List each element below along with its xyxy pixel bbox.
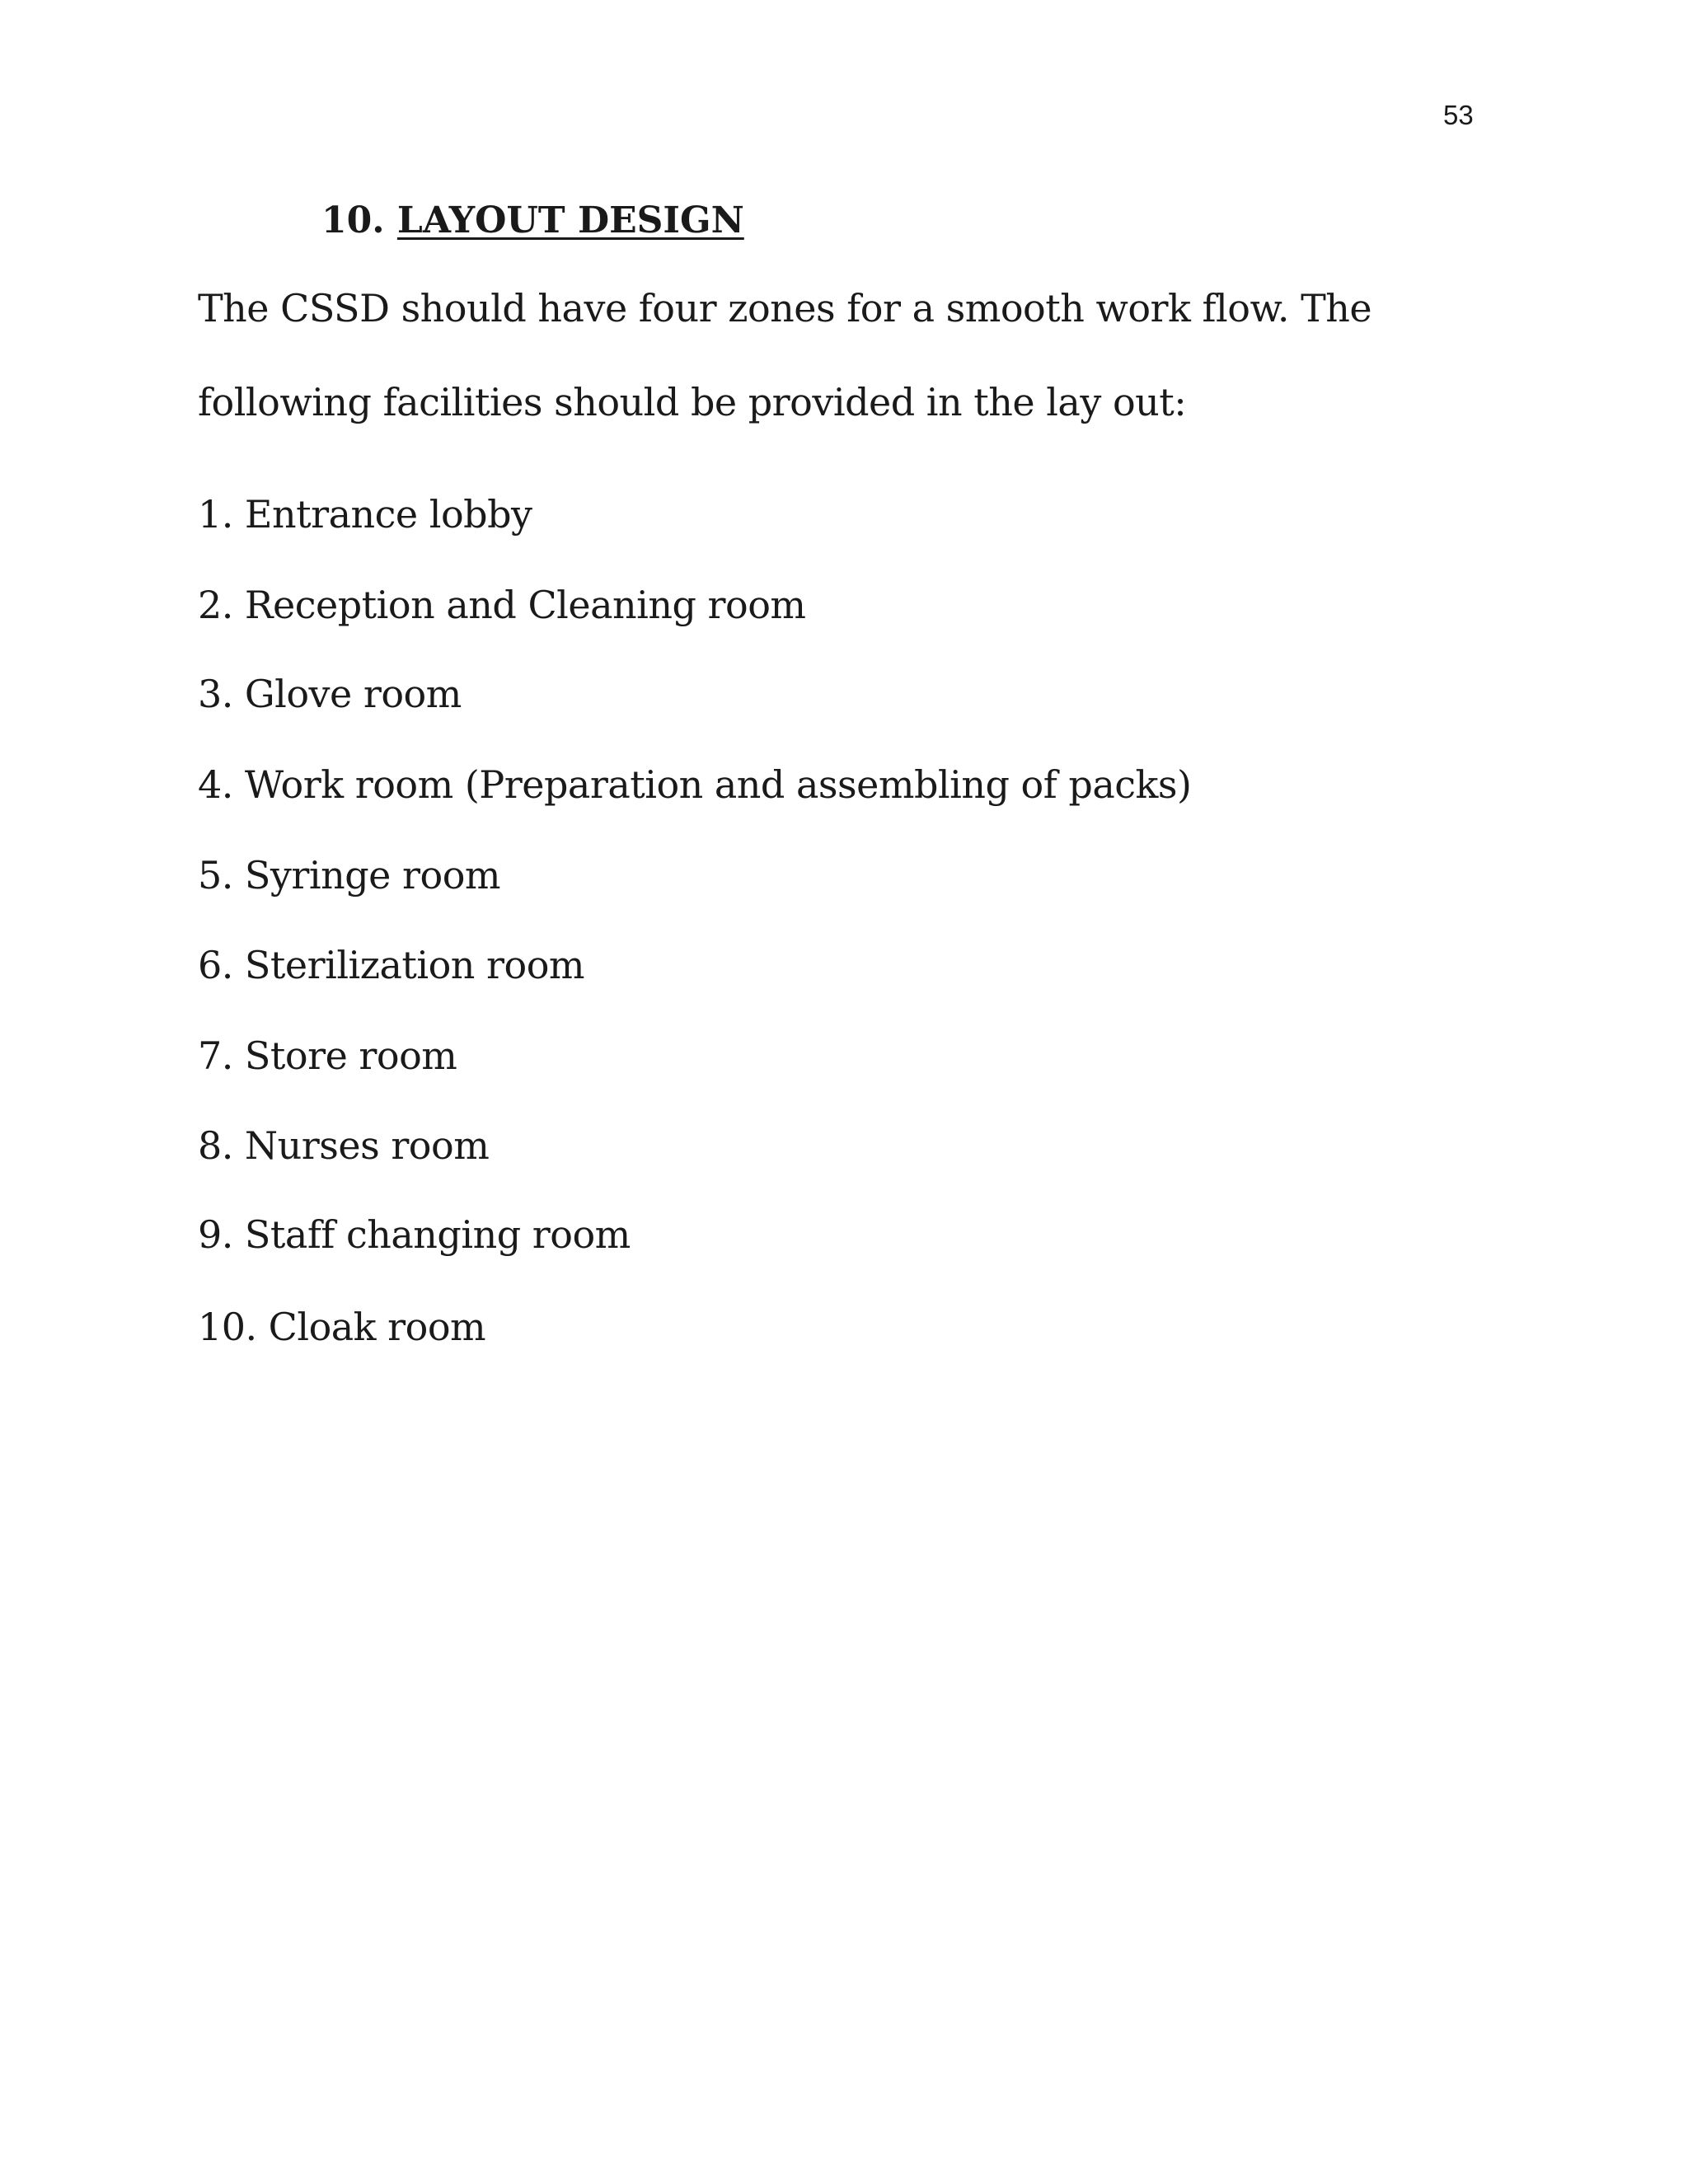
list-item xyxy=(198,1304,485,1350)
list-item xyxy=(198,582,806,628)
list-item xyxy=(198,671,462,717)
list-item xyxy=(198,1122,489,1169)
list-item-number: 7. xyxy=(198,1033,233,1078)
list-item-label: Work room (Preparation and assembling of packs) xyxy=(244,762,1192,807)
list-item-label: Nurses room xyxy=(244,1123,490,1168)
list-item xyxy=(198,762,1191,808)
section-title: LAYOUT DESIGN xyxy=(396,199,744,241)
list-item-number: 3. xyxy=(198,672,233,716)
list-item-label: Reception and Cleaning room xyxy=(244,583,806,627)
list-item-label: Sterilization room xyxy=(244,943,585,987)
list-item xyxy=(198,942,584,988)
list-item-label: Cloak room xyxy=(268,1305,486,1349)
list-item-number: 10. xyxy=(198,1305,257,1349)
section-number: 10. xyxy=(321,199,385,241)
list-item-label: Store room xyxy=(244,1033,457,1078)
list-item-number: 1. xyxy=(198,492,233,537)
list-item-label: Entrance lobby xyxy=(244,492,532,537)
list-item-number: 4. xyxy=(198,762,233,807)
list-item-number: 9. xyxy=(198,1212,233,1257)
intro-line-2: following facilities should be provided in the lay out: xyxy=(198,380,1187,424)
list-item-label: Syringe room xyxy=(244,853,501,898)
list-item xyxy=(198,1033,457,1079)
list-item-label: Staff changing room xyxy=(244,1212,631,1257)
page-number: 53 xyxy=(1443,100,1474,130)
list-item xyxy=(198,852,500,898)
section-heading xyxy=(321,198,744,244)
list-item-number: 6. xyxy=(198,943,233,987)
intro-line-1: The CSSD should have four zones for a smooth work flow. The xyxy=(198,286,1372,330)
list-item-number: 8. xyxy=(198,1123,233,1168)
list-item-label: Glove room xyxy=(244,672,462,716)
list-item-number: 5. xyxy=(198,853,233,898)
list-item xyxy=(198,1212,631,1258)
list-item-number: 2. xyxy=(198,583,233,627)
list-item xyxy=(198,491,532,537)
